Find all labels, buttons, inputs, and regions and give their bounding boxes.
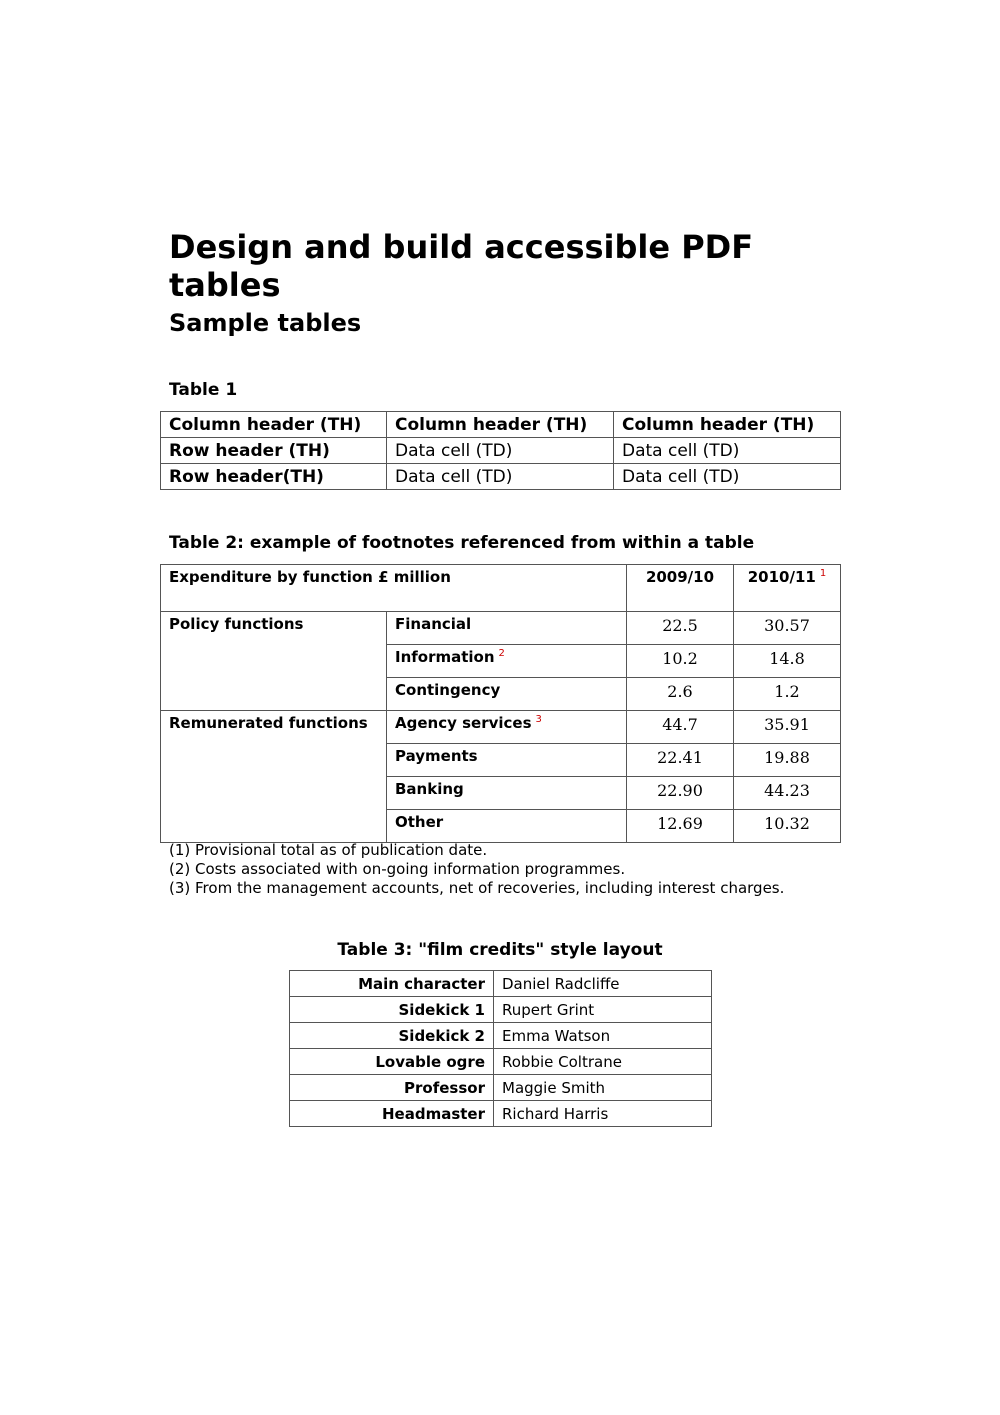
actor-cell: Richard Harris [494,1101,712,1127]
row-label [387,612,627,645]
row-label [387,810,627,843]
column-header: Column header (TH) [387,412,614,438]
column-header: Column header (TH) [161,412,387,438]
row-label-text: Other [395,813,444,831]
table-row [161,612,841,645]
table-row [161,711,841,744]
actor-cell: Emma Watson [494,1023,712,1049]
data-cell: Data cell (TD) [387,438,614,464]
row-label [387,645,627,678]
table-row [290,997,712,1023]
table-1-caption: Table 1 [169,380,238,400]
role-header: Lovable ogre [290,1049,494,1075]
table-row [290,1023,712,1049]
data-cell: Data cell (TD) [614,438,841,464]
table-row [290,1075,712,1101]
value-cell: 35.91 [734,711,841,744]
expenditure-header: Expenditure by function £ million [161,565,627,612]
value-cell: 22.90 [627,777,734,810]
role-header: Sidekick 2 [290,1023,494,1049]
table-row [290,1101,712,1127]
row-label-text: Agency services [395,714,532,732]
table-1 [160,411,841,490]
row-label-text: Contingency [395,681,501,699]
footnote-ref[interactable]: 3 [535,714,542,725]
row-label [387,744,627,777]
table-row [161,438,841,464]
value-cell: 12.69 [627,810,734,843]
value-cell: 44.23 [734,777,841,810]
page-subtitle: Sample tables [169,309,362,337]
year-label: 2010/11 [747,568,816,586]
value-cell: 14.8 [734,645,841,678]
value-cell: 22.41 [627,744,734,777]
page-title: Design and build accessible PDF tables [169,228,754,304]
footnotes-list [169,841,784,898]
footnote-ref[interactable]: 2 [498,648,505,659]
footnote: (1) Provisional total as of publication date. [169,841,488,859]
table-3 [289,970,712,1127]
value-cell: 19.88 [734,744,841,777]
row-label-text: Information [395,648,495,666]
value-cell: 2.6 [627,678,734,711]
role-header: Professor [290,1075,494,1101]
group-header: Policy functions [161,612,387,711]
table-3-caption: Table 3: "film credits" style layout [337,940,663,960]
actor-cell: Daniel Radcliffe [494,971,712,997]
group-header: Remunerated functions [161,711,387,843]
row-label [387,777,627,810]
actor-cell: Maggie Smith [494,1075,712,1101]
column-header: Column header (TH) [614,412,841,438]
footnote-ref[interactable]: 1 [819,568,827,579]
table-2-header-row [161,565,841,612]
footnote: (3) From the management accounts, net of recoveries, including interest charges. [169,879,785,897]
role-header: Headmaster [290,1101,494,1127]
year-label: 2009/10 [645,568,715,586]
value-cell: 44.7 [627,711,734,744]
value-cell: 30.57 [734,612,841,645]
actor-cell: Rupert Grint [494,997,712,1023]
row-label-text: Banking [395,780,464,798]
year-header [734,565,841,612]
table-row [290,971,712,997]
role-header: Main character [290,971,494,997]
year-header [627,565,734,612]
role-header: Sidekick 1 [290,997,494,1023]
row-label [387,678,627,711]
table-2 [160,564,841,843]
value-cell: 22.5 [627,612,734,645]
table-row [290,1049,712,1075]
table-row [161,464,841,490]
row-header: Row header(TH) [161,464,387,490]
table-1-header-row [161,412,841,438]
actor-cell: Robbie Coltrane [494,1049,712,1075]
row-label-text: Payments [395,747,478,765]
data-cell: Data cell (TD) [614,464,841,490]
data-cell: Data cell (TD) [387,464,614,490]
value-cell: 10.32 [734,810,841,843]
footnote: (2) Costs associated with on-going information programmes. [169,860,626,878]
row-label-text: Financial [395,615,472,633]
table-2-caption: Table 2: example of footnotes referenced from within a table [169,533,755,553]
value-cell: 1.2 [734,678,841,711]
row-label [387,711,627,744]
row-header: Row header (TH) [161,438,387,464]
value-cell: 10.2 [627,645,734,678]
